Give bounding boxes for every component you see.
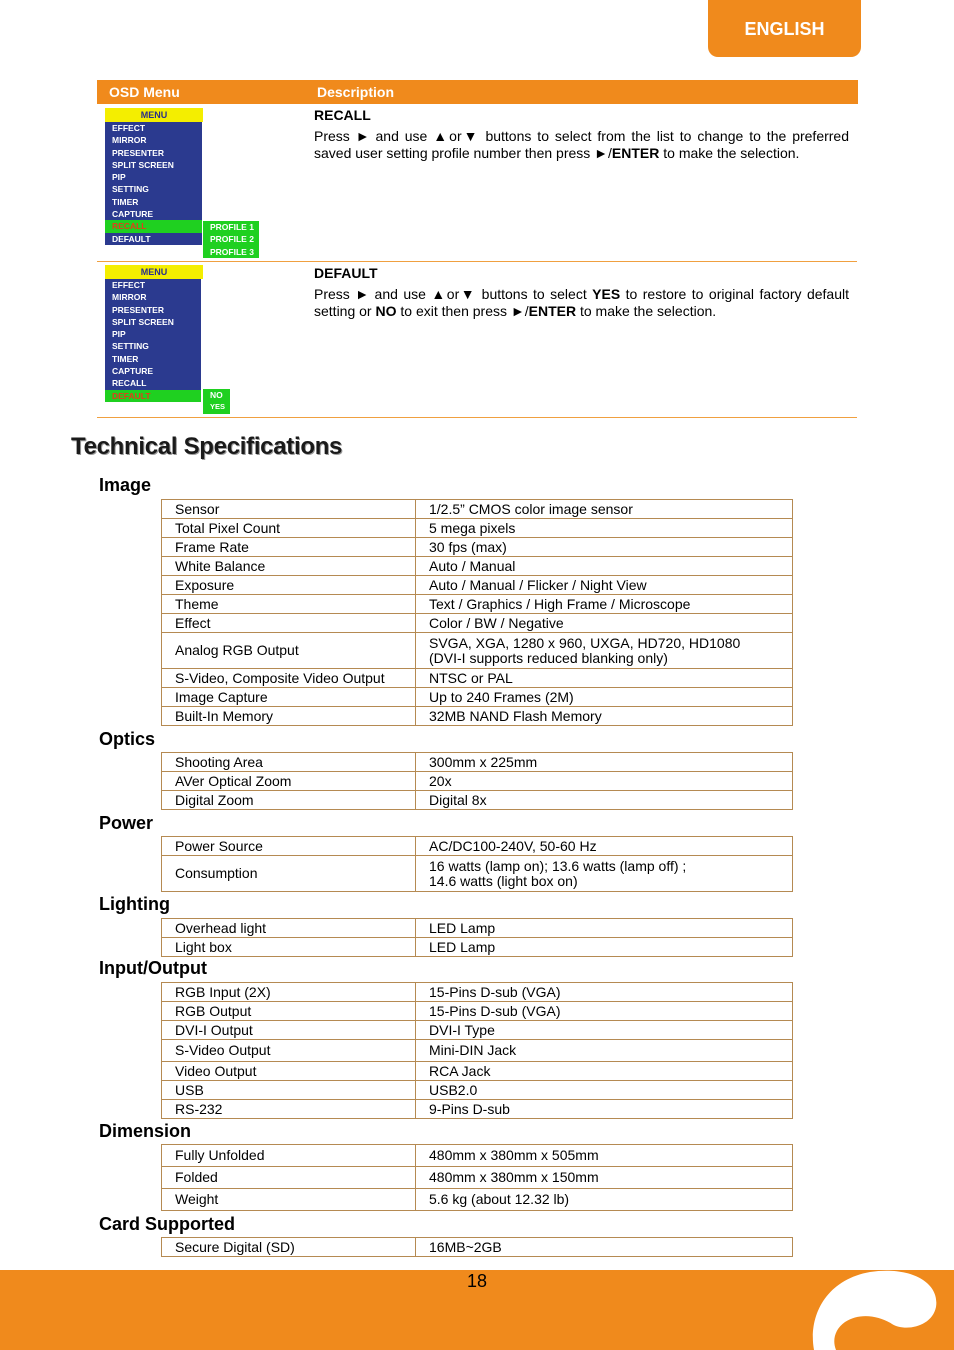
language-label: ENGLISH xyxy=(744,19,825,39)
spec-label: Overhead light xyxy=(162,919,416,938)
spec-label: Fully Unfolded xyxy=(162,1145,416,1167)
menu-item: DEFAULT xyxy=(112,233,151,244)
menu-item: MIRROR xyxy=(112,135,147,146)
osd-row-recall xyxy=(97,104,857,262)
spec-table xyxy=(161,1237,793,1257)
menu-list xyxy=(105,122,202,245)
spec-label: DVI-I Output xyxy=(162,1021,416,1040)
submenu xyxy=(203,389,230,414)
table-row xyxy=(162,1062,793,1081)
spec-value: 20x xyxy=(416,772,793,791)
table-row xyxy=(162,791,793,810)
spec-value: Auto / Manual xyxy=(416,557,793,576)
spec-value: DVI-I Type xyxy=(416,1021,793,1040)
menu-item: TIMER xyxy=(112,353,139,364)
table-row xyxy=(162,1100,793,1119)
osd-col-description: Description xyxy=(317,84,395,100)
submenu-item: PROFILE 2 xyxy=(210,234,254,245)
table-row xyxy=(162,614,793,633)
table-row xyxy=(162,633,793,669)
spec-value: LED Lamp xyxy=(416,919,793,938)
section-heading: Dimension xyxy=(99,1121,192,1141)
table-row xyxy=(162,772,793,791)
spec-label: Built-In Memory xyxy=(162,707,416,726)
spec-value: 5 mega pixels xyxy=(416,519,793,538)
spec-label: Digital Zoom xyxy=(162,791,416,810)
brand-logo-icon xyxy=(800,1262,954,1350)
menu-item: TIMER xyxy=(112,196,139,207)
section-heading: Input/Output xyxy=(99,958,207,978)
spec-label: Analog RGB Output xyxy=(162,633,416,669)
spec-value: 300mm x 225mm xyxy=(416,753,793,772)
spec-value: Color / BW / Negative xyxy=(416,614,793,633)
spec-value: USB2.0 xyxy=(416,1081,793,1100)
spec-label: S-Video, Composite Video Output xyxy=(162,669,416,688)
spec-label: Sensor xyxy=(162,500,416,519)
osd-description xyxy=(314,107,849,162)
spec-table xyxy=(161,982,793,1119)
section-heading: Card Supported xyxy=(99,1214,236,1234)
menu-item: PIP xyxy=(112,172,126,183)
menu-item: CAPTURE xyxy=(112,366,154,377)
submenu-item: YES xyxy=(210,402,226,412)
spec-value: 9-Pins D-sub xyxy=(416,1100,793,1119)
spec-label: Video Output xyxy=(162,1062,416,1081)
section-heading: Optics xyxy=(99,729,156,749)
spec-label: Shooting Area xyxy=(162,753,416,772)
spec-value: 30 fps (max) xyxy=(416,538,793,557)
section-heading: Image xyxy=(99,475,152,495)
table-row xyxy=(162,538,793,557)
table-row xyxy=(162,753,793,772)
spec-value: Text / Graphics / High Frame / Microscope xyxy=(416,595,793,614)
spec-value: 15-Pins D-sub (VGA) xyxy=(416,983,793,1002)
table-row xyxy=(162,1081,793,1100)
menu-item: SETTING xyxy=(112,341,149,352)
spec-label: Folded xyxy=(162,1167,416,1189)
spec-value: 480mm x 380mm x 150mm xyxy=(416,1167,793,1189)
table-row xyxy=(162,1145,793,1167)
section-heading: Lighting xyxy=(99,894,170,914)
spec-label: USB xyxy=(162,1081,416,1100)
table-row xyxy=(162,557,793,576)
spec-value: 480mm x 380mm x 505mm xyxy=(416,1145,793,1167)
submenu-item: PROFILE 1 xyxy=(210,222,254,232)
menu-item: SETTING xyxy=(112,184,149,195)
spec-value: 1/2.5” CMOS color image sensor xyxy=(416,500,793,519)
section-heading: Power xyxy=(99,813,154,833)
description-text: Press ► and use ▲or▼ buttons to select from the list to change to the preferred saved user setting profile number then press ►/ENTER to make the selection. xyxy=(314,128,849,161)
osd-row-default xyxy=(97,262,857,418)
spec-table xyxy=(161,836,793,892)
spec-label: Power Source xyxy=(162,837,416,856)
spec-value: Auto / Manual / Flicker / Night View xyxy=(416,576,793,595)
table-row xyxy=(162,837,793,856)
menu-list xyxy=(105,279,201,402)
spec-label: Light box xyxy=(162,938,416,957)
spec-table xyxy=(161,752,793,810)
language-tab xyxy=(708,0,861,57)
spec-label: White Balance xyxy=(162,557,416,576)
spec-table xyxy=(161,1144,793,1211)
table-row xyxy=(162,919,793,938)
osd-description xyxy=(314,265,849,320)
spec-label: Secure Digital (SD) xyxy=(162,1238,416,1257)
spec-table xyxy=(161,918,793,957)
table-row xyxy=(162,576,793,595)
spec-value: 16MB~2GB xyxy=(416,1238,793,1257)
table-row xyxy=(162,595,793,614)
spec-value: Digital 8x xyxy=(416,791,793,810)
menu-item-selected: RECALL xyxy=(105,220,202,232)
table-row xyxy=(162,1238,793,1257)
menu-item: EFFECT xyxy=(112,123,146,133)
menu-item: SPLIT SCREEN xyxy=(112,159,174,170)
table-row xyxy=(162,1040,793,1062)
menu-item: EFFECT xyxy=(112,280,146,290)
table-row xyxy=(162,1167,793,1189)
table-row xyxy=(162,983,793,1002)
table-row xyxy=(162,856,793,892)
page-title: Technical Specifications xyxy=(71,433,343,460)
menu-item: PRESENTER xyxy=(112,304,164,315)
menu-item: SPLIT SCREEN xyxy=(112,316,174,327)
spec-value: NTSC or PAL xyxy=(416,669,793,688)
table-row xyxy=(162,519,793,538)
submenu-item: PROFILE 3 xyxy=(210,246,254,257)
spec-value: 5.6 kg (about 12.32 lb) xyxy=(416,1189,793,1211)
page-number: 18 xyxy=(466,1271,488,1291)
spec-label: Weight xyxy=(162,1189,416,1211)
table-row xyxy=(162,1021,793,1040)
table-row xyxy=(162,707,793,726)
description-title: RECALL xyxy=(314,107,371,123)
menu-item: PRESENTER xyxy=(112,147,164,158)
submenu xyxy=(203,221,259,258)
spec-label: Effect xyxy=(162,614,416,633)
menu-item: RECALL xyxy=(112,378,147,389)
spec-value: Mini-DIN Jack xyxy=(416,1040,793,1062)
menu-item-selected: DEFAULT xyxy=(105,390,201,402)
spec-label: RS-232 xyxy=(162,1100,416,1119)
spec-value: LED Lamp xyxy=(416,938,793,957)
table-row xyxy=(162,1002,793,1021)
table-row xyxy=(162,938,793,957)
table-row xyxy=(162,669,793,688)
spec-label: Total Pixel Count xyxy=(162,519,416,538)
spec-table xyxy=(161,499,793,726)
spec-label: Frame Rate xyxy=(162,538,416,557)
menu-title: MENU xyxy=(105,108,203,122)
menu-item: CAPTURE xyxy=(112,209,154,220)
spec-label: Theme xyxy=(162,595,416,614)
table-row xyxy=(162,688,793,707)
table-row xyxy=(162,1189,793,1211)
spec-value: RCA Jack xyxy=(416,1062,793,1081)
menu-title: MENU xyxy=(105,265,203,279)
spec-value: SVGA, XGA, 1280 x 960, UXGA, HD720, HD1080 (DVI-I supports reduced blanking only) xyxy=(416,633,793,669)
spec-value: 16 watts (lamp on); 13.6 watts (lamp off) ; 14.6 watts (light box on) xyxy=(416,856,793,892)
submenu-item: NO xyxy=(210,390,223,400)
spec-value: 15-Pins D-sub (VGA) xyxy=(416,1002,793,1021)
spec-value: Up to 240 Frames (2M) xyxy=(416,688,793,707)
spec-label: RGB Input (2X) xyxy=(162,983,416,1002)
spec-label: AVer Optical Zoom xyxy=(162,772,416,791)
menu-item: MIRROR xyxy=(112,292,147,303)
spec-label: S-Video Output xyxy=(162,1040,416,1062)
description-title: DEFAULT xyxy=(314,265,378,281)
spec-value: 32MB NAND Flash Memory xyxy=(416,707,793,726)
spec-value: AC/DC100-240V, 50-60 Hz xyxy=(416,837,793,856)
spec-label: Consumption xyxy=(162,856,416,892)
osd-col-menu: OSD Menu xyxy=(109,84,180,100)
menu-item: PIP xyxy=(112,329,126,340)
osd-table-header xyxy=(97,80,858,104)
spec-label: Exposure xyxy=(162,576,416,595)
spec-label: Image Capture xyxy=(162,688,416,707)
spec-label: RGB Output xyxy=(162,1002,416,1021)
table-row xyxy=(162,500,793,519)
description-text: Press ► and use ▲or▼ buttons to select YES to restore to original factory default setting or NO to exit then press ►/ENTER to make the selection. xyxy=(314,286,849,319)
